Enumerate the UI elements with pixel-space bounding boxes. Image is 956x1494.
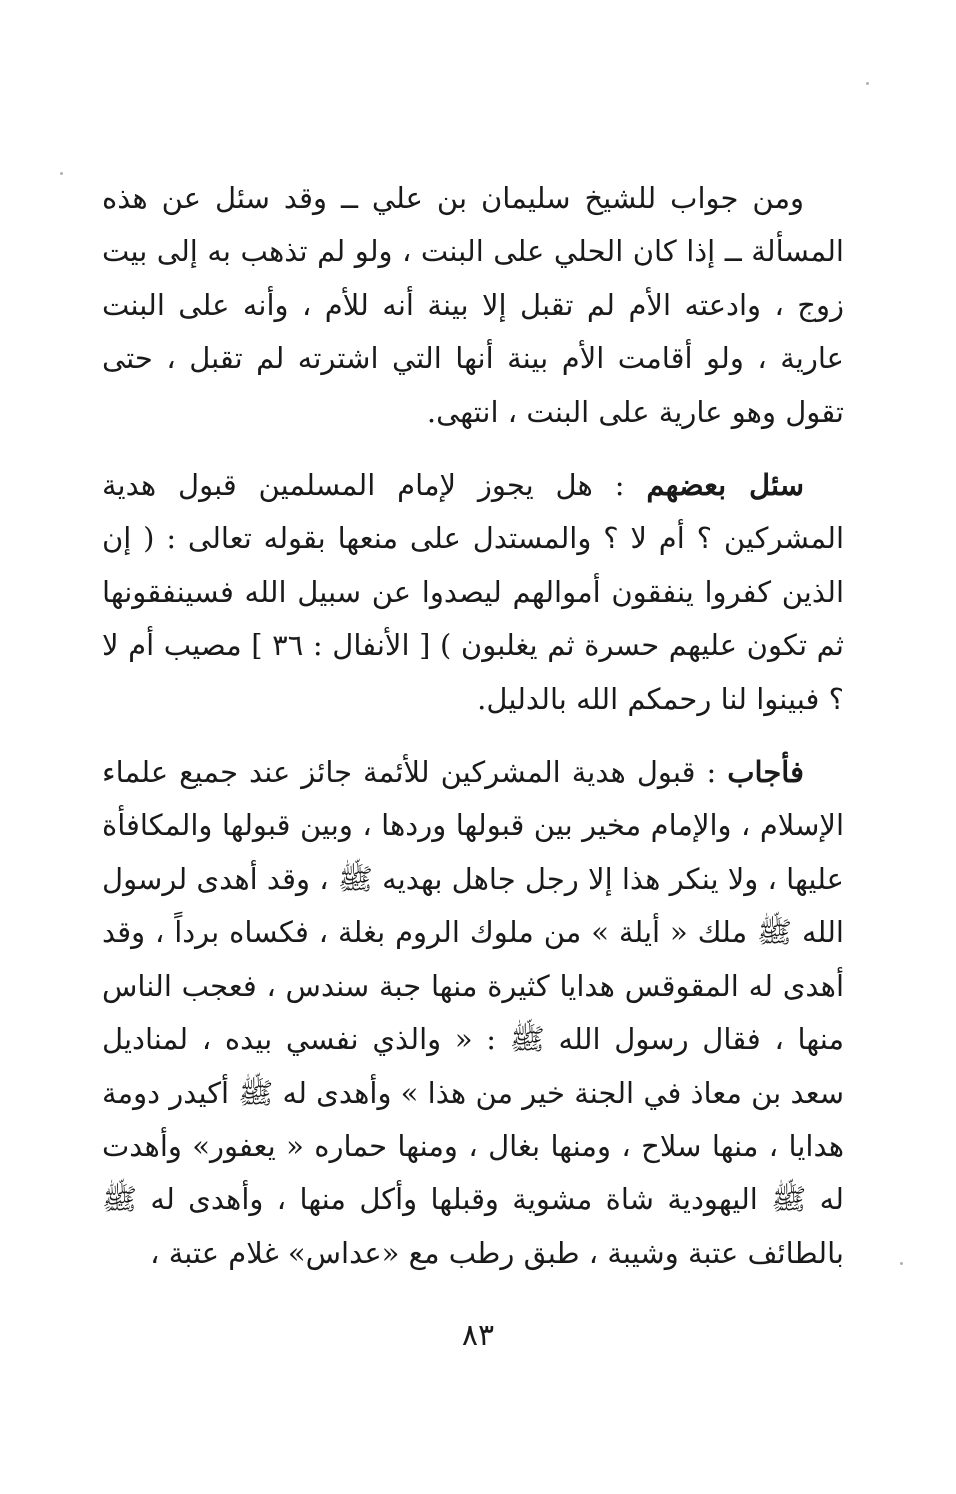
paragraph-3-text: : قبول هدية المشركين للأئمة جائز عند جميع علماء الإسلام ، والإمام مخير بين قبولها وردها ، وبين قبولها والمكافأة عليها ، ولا ينكر هذا إلا رجل جاهل بهديه ﷺ ، وقد أهدى لرسول الله ﷺ ملك « أيلة » من ملوك الروم بغلة ، فكساه برداً ، وقد أهدى له المقوقس هدايا كثيرة منها جبة سندس ، فعجب الناس منها ، فقال رسول الله ﷺ : « والذي نفسي بيده ، لمناديل سعد بن معاذ في الجنة خير من هذا » وأهدى له ﷺ أكيدر دومة هدايا ، منها سلاح ، ومنها بغال ، ومنها حماره « يعفور» وأهدت له ﷺ اليهودية شاة مشوية وقبلها وأكل منها ، وأهدى له ﷺ بالطائف عتبة وشيبة ، طبق رطب مع «عداس» غلام عتبة ،	[102, 755, 844, 1270]
paper-speck	[60, 172, 63, 175]
paragraph-1	[102, 172, 844, 439]
paragraph-3-lead: فأجاب	[727, 755, 804, 790]
paragraph-2-lead: سئل بعضهم	[646, 468, 804, 503]
paragraph-3	[102, 746, 844, 1280]
paragraph-1-text: ومن جواب للشيخ سليمان بن علي ــ وقد سئل عن هذه المسألة ــ إذا كان الحلي على البنت ، ولو لم تذهب به إلى بيت زوج ، وادعته الأم لم تقبل إلا بينة أنه للأم ، وأنه على البنت عارية ، ولو أقامت الأم بينة أنها التي اشترته لم تقبل ، حتى تقول وهو عارية على البنت ، انتهى.	[102, 181, 844, 429]
paper-speck	[900, 1262, 903, 1265]
paragraph-2	[102, 459, 844, 726]
body-text	[102, 172, 844, 1300]
page-number: ٨٣	[461, 1318, 495, 1353]
paper-speck	[866, 82, 869, 85]
paragraph-2-text: : هل يجوز لإمام المسلمين قبول هدية المشركين ؟ أم لا ؟ والمستدل على منعها بقوله تعالى : ( إن الذين كفروا ينفقون أموالهم ليصدوا عن سبيل الله فسينفقونها ثم تكون عليهم حسرة ثم يغلبون ) [ الأنفال : ٣٦ ] مصيب أم لا ؟ فبينوا لنا رحمكم الله بالدليل.	[102, 468, 844, 716]
